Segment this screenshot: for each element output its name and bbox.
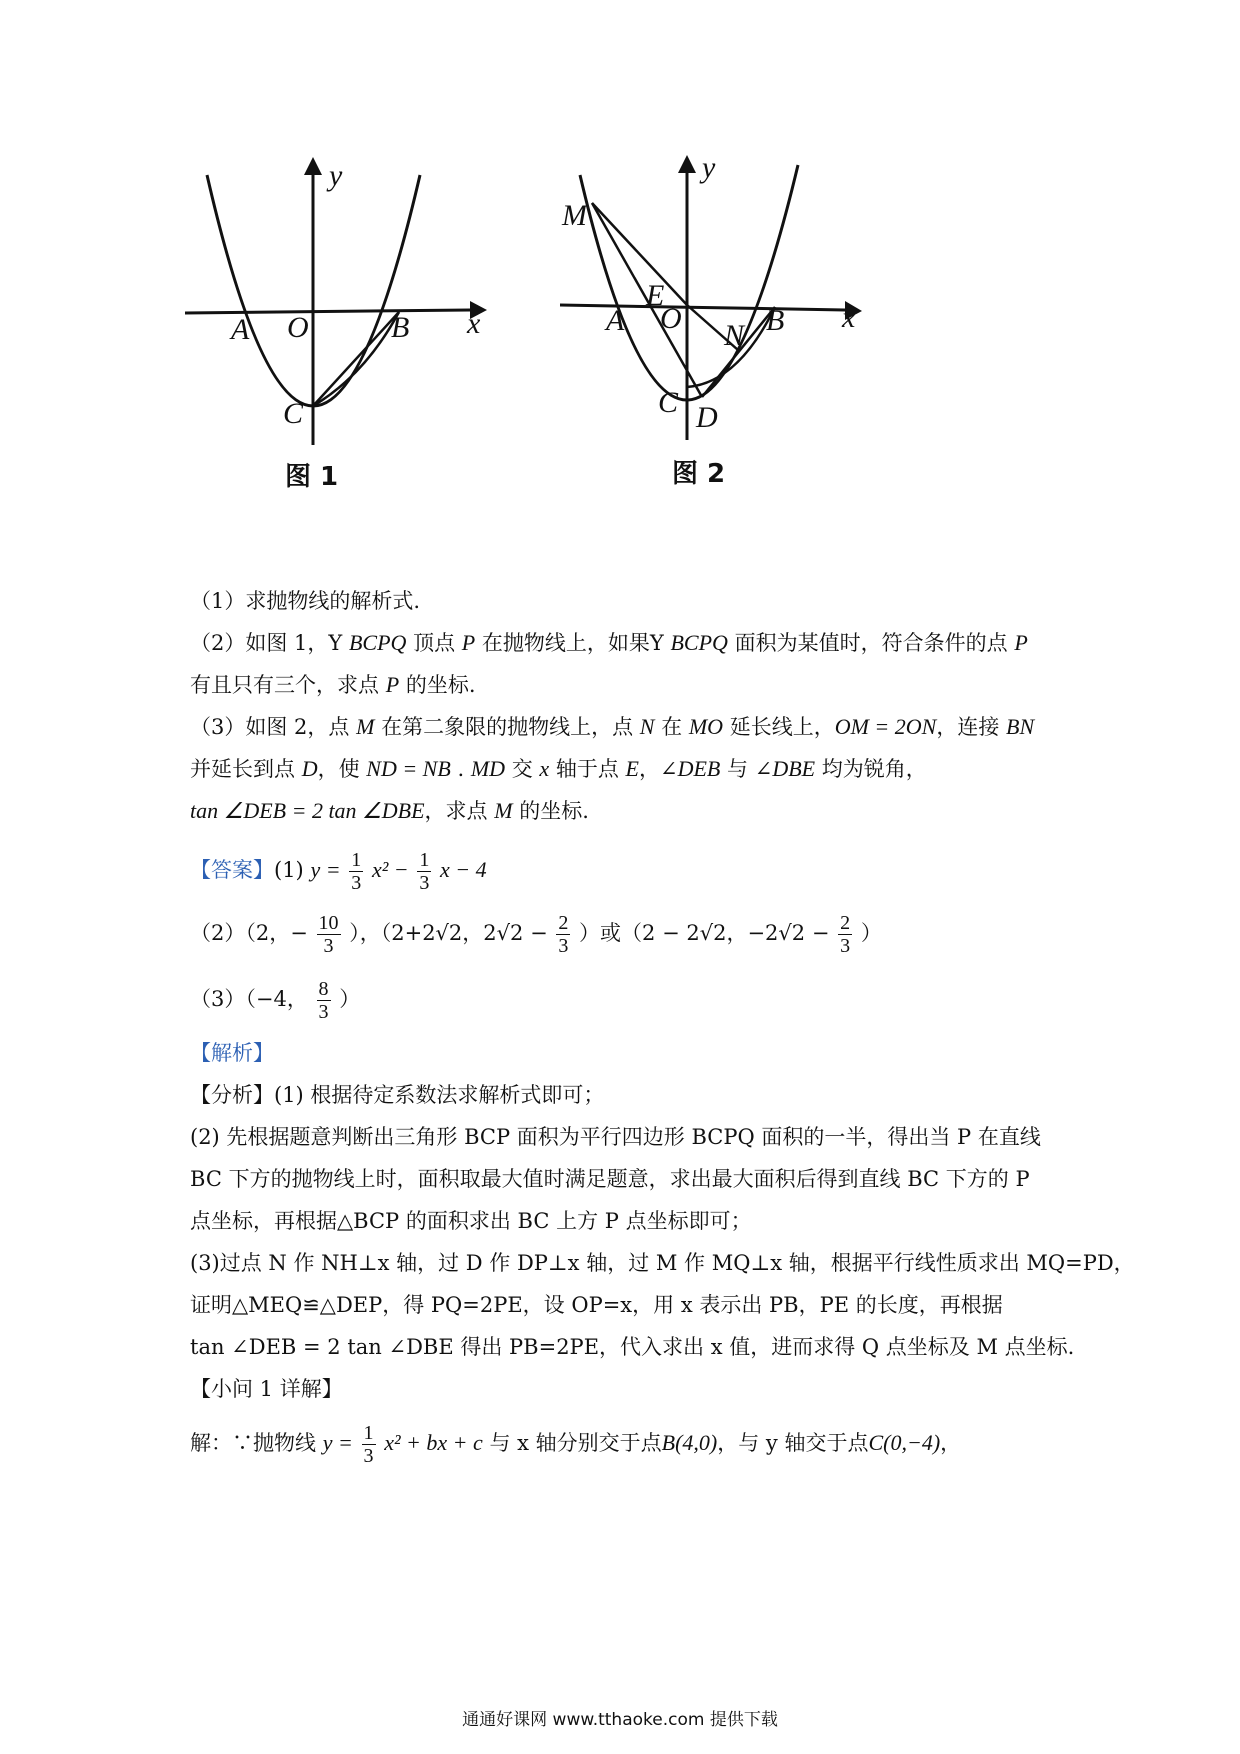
svg-text:E: E	[646, 279, 665, 312]
parabola-2	[580, 165, 798, 400]
question-2-line-1: （2）如图 1，Y BCPQ 顶点 P 在抛物线上，如果Y BCPQ 面积为某值时，符合条件的点 P	[190, 630, 1028, 655]
analysis-line-7: tan ∠DEB = 2 tan ∠DBE 得出 PB=2PE，代入求出 x 值，进而求得 Q 点坐标及 M 点坐标.	[190, 1335, 1075, 1359]
analysis-line-6: 证明△MEQ≌△DEP，得 PQ=2PE，设 OP=x，用 x 表示出 PB，PE 的长度，再根据	[190, 1293, 1003, 1317]
figure-2-caption: 图 2	[672, 459, 726, 489]
answer-1: 【答案】(1) y = $\frac{1}{3}$ x² − $\frac{1}{3}$ x − 4	[190, 849, 487, 894]
answer-3: （3）（−4， $\frac{8}{3}$ ）	[190, 978, 361, 1023]
svg-text:A: A	[231, 313, 250, 346]
svg-text:O: O	[660, 302, 682, 335]
svg-text:x: x	[842, 301, 856, 334]
svg-text:D: D	[696, 401, 718, 434]
question-1: （1）求抛物线的解析式.	[190, 589, 421, 613]
question-3-line-2: 并延长到点 D，使 ND = NB . MD 交 x 轴于点 E，∠DEB 与 ∠DBE 均为锐角，	[190, 756, 927, 781]
question-text	[190, 580, 1135, 1476]
analysis-line-2: (2) 先根据题意判断出三角形 BCP 面积为平行四边形 BCPQ 面积的一半，得出当 P 在直线	[190, 1125, 1041, 1149]
svg-text:C: C	[658, 386, 679, 419]
svg-text:M: M	[562, 199, 587, 232]
answer-tag: 【答案】	[190, 858, 274, 882]
svg-text:y: y	[702, 155, 716, 184]
svg-text:B: B	[766, 304, 785, 337]
sub-question-1-heading: 【小问 1 详解】	[190, 1377, 343, 1401]
svg-text:O: O	[287, 311, 309, 344]
question-3-line-3: tan ∠DEB = 2 tan ∠DBE，求点 M 的坐标.	[190, 798, 589, 823]
figure-2	[560, 155, 900, 515]
figures	[185, 155, 985, 565]
svg-text:B: B	[391, 311, 410, 344]
svg-text:A: A	[606, 304, 625, 337]
svg-text:N: N	[724, 319, 745, 352]
figure-1	[185, 155, 515, 515]
analysis-line-3: BC 下方的抛物线上时，面积取最大值时满足题意，求出最大面积后得到直线 BC 下方的 P	[190, 1167, 1030, 1191]
answer-2: （2）（2，− $\frac{10}{3}$ ），（2+2√2，2√2 − $\frac{2}{3}$ ）或（2 − 2√2，−2√2 − $\frac{2}{3}$ ）	[190, 912, 882, 957]
page-footer: 通通好课网 www.tthaoke.com 提供下载	[462, 1710, 778, 1730]
svg-text:y: y	[329, 159, 343, 192]
question-3-line-1: （3）如图 2，点 M 在第二象限的抛物线上，点 N 在 MO 延长线上，OM = 2ON，连接 BN	[190, 714, 1035, 739]
figure-1-caption: 图 1	[285, 462, 339, 492]
analysis-line-5: (3)过点 N 作 NH⊥x 轴，过 D 作 DP⊥x 轴，过 M 作 MQ⊥x 轴，根据平行线性质求出 MQ=PD，	[190, 1251, 1135, 1275]
solution-line-1: 解：∵抛物线 y = $\frac{1}{3}$ x² + bx + c 与 x 轴分别交于点B(4,0)，与 y 轴交于点C(0,−4)，	[190, 1422, 962, 1467]
svg-text:C: C	[283, 397, 304, 430]
svg-text:x: x	[467, 307, 481, 340]
analysis-line-4: 点坐标，再根据△BCP 的面积求出 BC 上方 P 点坐标即可；	[190, 1209, 752, 1233]
question-2-line-2: 有且只有三个，求点 P 的坐标.	[190, 672, 476, 697]
analysis-line-1: 【分析】(1) 根据待定系数法求解析式即可；	[190, 1083, 605, 1107]
jiexi-tag: 【解析】	[190, 1041, 274, 1065]
